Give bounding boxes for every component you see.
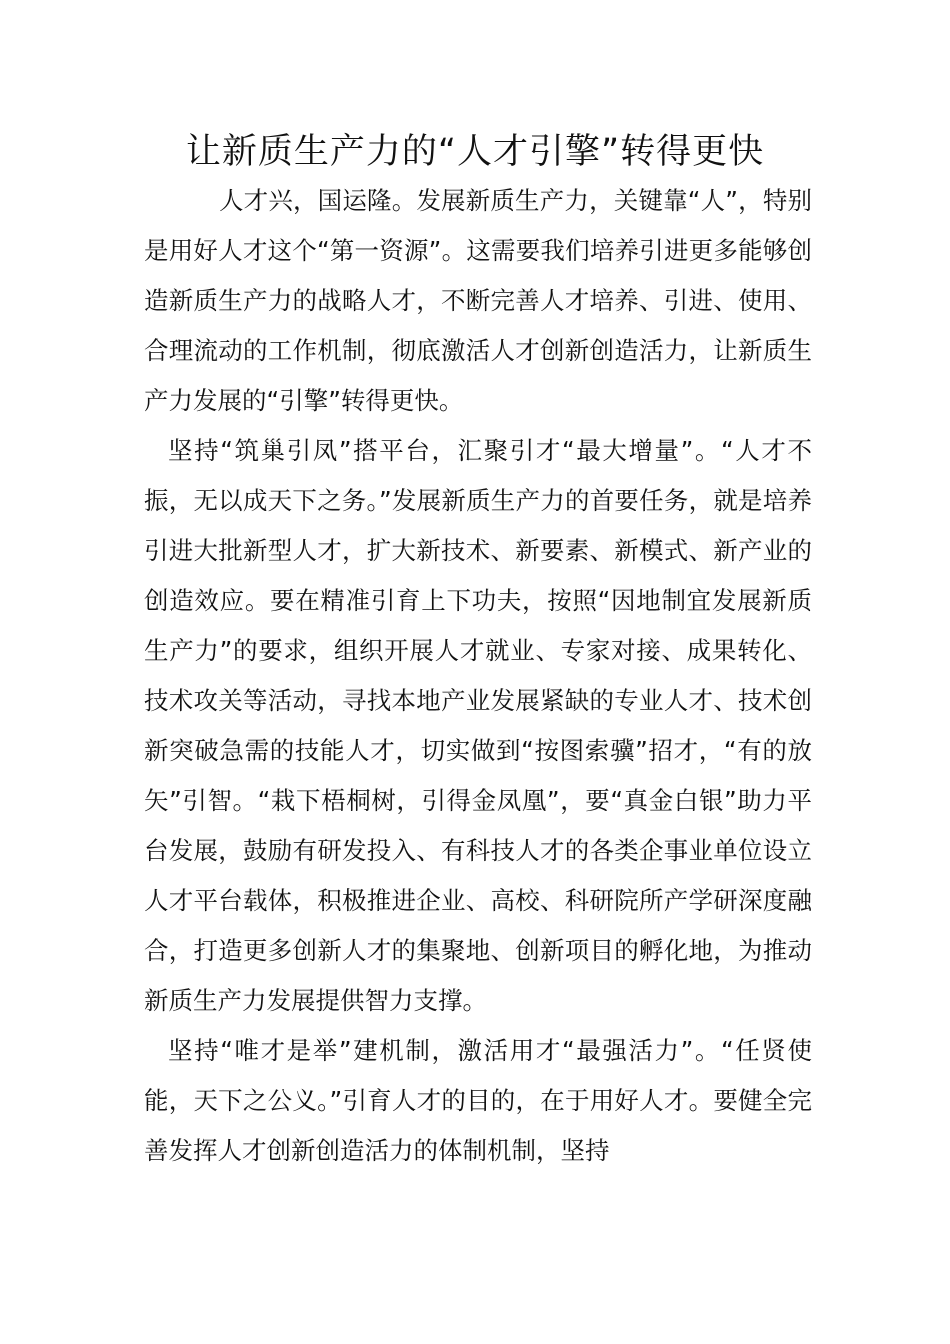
paragraph-1: 人才兴，国运隆。发展新质生产力，关键靠“人”，特别是用好人才这个“第一资源”。这需要我们培养引进更多能够创造新质生产力的战略人才，不断完善人才培养、引进、使用、合理流动的工作机制，彻底激活人才创新创造活力，让新质生产力发展的“引擎”转得更快。	[144, 186, 812, 415]
paragraph-3: 坚持“唯才是举”建机制，激活用才“最强活力”。“任贤使能，天下之公义。”引育人才的目的，在于用好人才。要健全完善发挥人才创新创造活力的体制机制，坚持	[144, 1036, 812, 1165]
paragraph-2: 坚持“筑巢引凤”搭平台，汇聚引才“最大增量”。“人才不振，无以成天下之务。”发展新质生产力的首要任务，就是培养引进大批新型人才，扩大新技术、新要素、新模式、新产业的创造效应。要在精准引育上下功夫，按照“因地制宜发展新质生产力”的要求，组织开展人才就业、专家对接、成果转化、技术攻关等活动，寻找本地产业发展紧缺的专业人才、技术创新突破急需的技能人才，切实做到“按图索骥”招才，“有的放矢”引智。“栽下梧桐树，引得金凤凰”，要“真金白银”助力平台发展，鼓励有研发投入、有科技人才的各类企事业单位设立人才平台载体，积极推进企业、高校、科研院所产学研深度融合，打造更多创新人才的集聚地、创新项目的孵化地，为推动新质生产力发展提供智力支撑。	[144, 436, 812, 1015]
document-body	[144, 176, 812, 1176]
document-title: 让新质生产力的“人才引擎”转得更快	[185, 132, 765, 172]
